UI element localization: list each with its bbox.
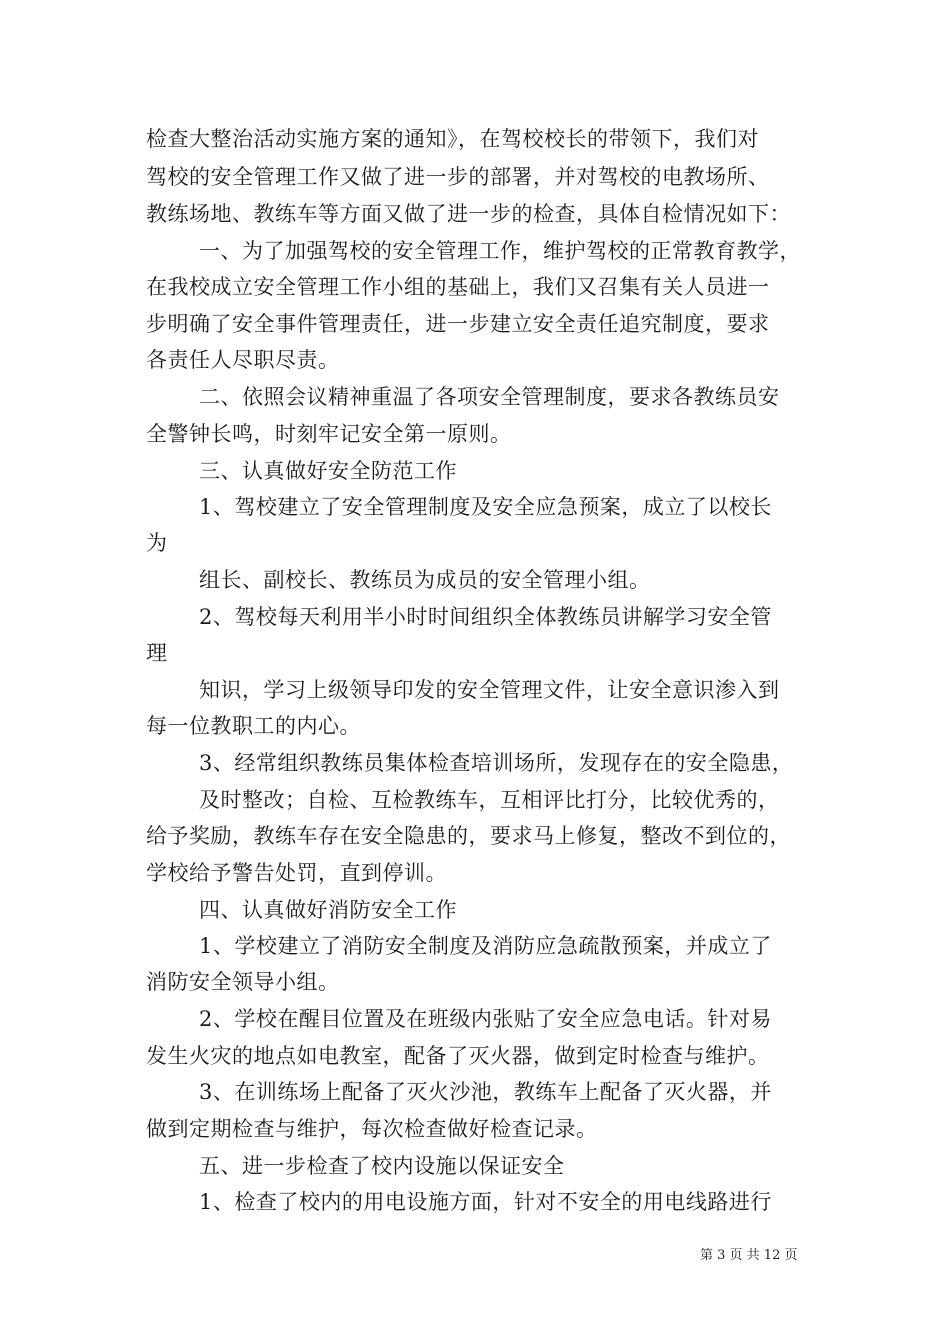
body-line-24: 消防安全领导小组。: [146, 970, 340, 994]
body-line-13: 组长、副校长、教练员为成员的安全管理小组。: [199, 568, 651, 592]
body-line-7: 各责任人尽职尽责。: [146, 348, 340, 372]
section-5-heading: 五、进一步检查了校内设施以保证安全: [199, 1154, 565, 1178]
item-3-1-line: 1、驾校建立了安全管理制度及安全应急预案，成立了以校长: [199, 495, 772, 519]
body-line-1: 检查大整治活动实施方案的通知》，在驾校校长的带领下，我们对: [146, 127, 759, 151]
item-4-1-line: 1、学校建立了消防安全制度及消防应急疏散预案，并成立了: [199, 934, 772, 958]
body-line-21: 学校给予警告处罚，直到停训。: [146, 861, 447, 885]
body-line-3: 教练场地、教练车等方面又做了进一步的检查，具体自检情况如下：: [146, 202, 791, 226]
item-3-3-line: 3、经常组织教练员集体检查培训场所，发现存在的安全隐患，: [199, 751, 794, 775]
section-1-heading-line: 一、为了加强驾校的安全管理工作，维护驾校的正常教育教学，: [199, 239, 801, 263]
body-line-17: 每一位教职工的内心。: [146, 714, 361, 738]
body-line-5: 在我校成立安全管理工作小组的基础上，我们又召集有关人员进一: [146, 275, 770, 299]
body-line-20: 给予奖励，教练车存在安全隐患的，要求马上修复，整改不到位的，: [146, 824, 791, 848]
section-2-heading-line: 二、依照会议精神重温了各项安全管理制度，要求各教练员安: [199, 385, 780, 409]
section-3-heading: 三、认真做好安全防范工作: [199, 459, 457, 483]
item-4-2-line: 2、学校在醒目位置及在班级内张贴了安全应急电话。针对易: [199, 1007, 772, 1031]
body-line-19: 及时整改；自检、互检教练车，互相评比打分，比较优秀的，: [199, 788, 780, 812]
body-line-12: 为: [146, 531, 168, 555]
item-5-1-line: 1、检查了校内的用电设施方面，针对不安全的用电线路进行: [199, 1190, 772, 1214]
body-line-2: 驾校的安全管理工作又做了进一步的部署，并对驾校的电教场所、: [146, 165, 770, 189]
body-line-26: 发生火灾的地点如电教室，配备了灭火器，做到定时检查与维护。: [146, 1044, 770, 1068]
body-line-6: 步明确了安全事件管理责任，进一步建立安全责任追究制度，要求: [146, 312, 770, 336]
body-line-16: 知识，学习上级领导印发的安全管理文件，让安全意识渗入到: [199, 678, 780, 702]
section-4-heading: 四、认真做好消防安全工作: [199, 898, 457, 922]
body-line-15: 理: [146, 641, 168, 665]
item-3-2-line: 2、驾校每天利用半小时时间组织全体教练员讲解学习安全管: [199, 605, 772, 629]
body-line-9: 全警钟长鸣，时刻牢记安全第一原则。: [146, 422, 512, 446]
item-4-3-line: 3、在训练场上配备了灭火沙池，教练车上配备了灭火器，并: [199, 1080, 772, 1104]
body-line-28: 做到定期检查与维护，每次检查做好检查记录。: [146, 1117, 598, 1141]
page-number-footer: 第 3 页 共 12 页: [700, 1248, 798, 1263]
